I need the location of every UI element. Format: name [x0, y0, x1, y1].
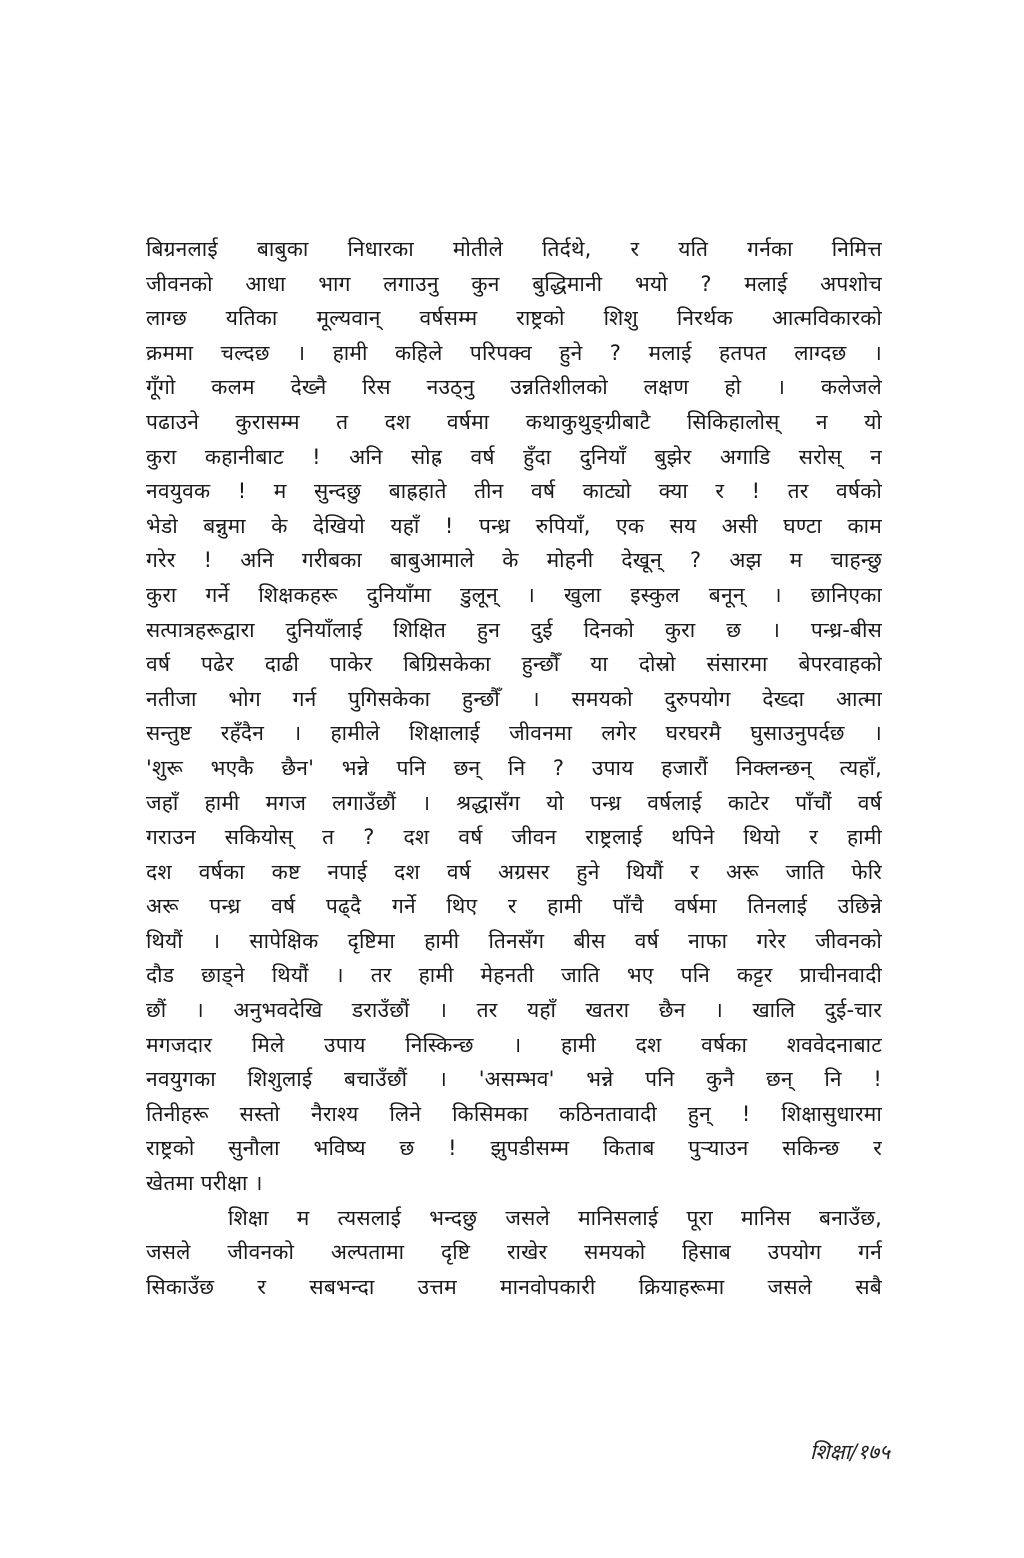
text-line: नतीजा भोग गर्न पुगिसकेका हुन्छौँ । समयको दुरुपयोग देख्दा आत्मा [146, 686, 882, 711]
text-line: जहाँ हामी मगज लगाउँछौं । श्रद्धासँग यो पन्ध्र वर्षलाई काटेर पाँचौं वर्ष [146, 790, 882, 815]
running-title-page-number: शिक्षा/१७५ [809, 1440, 890, 1464]
text-line: दौड छाड्ने थियौं । तर हामी मेहनती जाति भए पनि कट्टर प्राचीनवादी [146, 963, 882, 988]
text-line: थियौं । सापेक्षिक दृष्टिमा हामी तिनसँग बीस वर्ष नाफा गरेर जीवनको [146, 928, 882, 953]
text-line: खेतमा परीक्षा । [146, 1171, 263, 1196]
text-line: सन्तुष्ट रहँदैन । हामीले शिक्षालाई जीवनमा लगेर घरघरमै घुसाउनुपर्दछ । [146, 721, 882, 746]
text-line: दश वर्षका कष्ट नपाई दश वर्ष अग्रसर हुने थियौं र अरू जाति फेरि [146, 859, 882, 884]
text-line: सत्पात्रहरूद्वारा दुनियाँलाई शिक्षित हुन दुई दिनको कुरा छ । पन्ध्र-बीस [146, 617, 882, 642]
text-line: क्रममा चल्दछ । हामी कहिले परिपक्व हुने ? मलाई हतपत लाग्दछ । [146, 340, 882, 365]
text-line: गरेर ! अनि गरीबका बाबुआमाले के मोहनी देखून् ? अझ म चाहन्छु [146, 548, 882, 573]
text-line: जसले जीवनको अल्पतामा दृष्टि राखेर समयको हिसाब उपयोग गर्न [146, 1240, 882, 1265]
text-line: जीवनको आधा भाग लगाउनु कुन बुद्धिमानी भयो ? मलाई अपशोच [146, 271, 882, 296]
text-line: तिनीहरू सस्तो नैराश्य लिने किसिमका कठिनतावादी हुन् ! शिक्षासुधारमा [146, 1101, 882, 1126]
text-line: नवयुवक ! म सुन्दछु बाह्रहाते तीन वर्ष काट्यो क्या र ! तर वर्षको [146, 479, 882, 504]
text-line: छौं । अनुभवदेखि डराउँछौं । तर यहाँ खतरा छैन । खालि दुई-चार [146, 998, 882, 1023]
body-text [146, 232, 882, 1304]
text-line: कुरा गर्ने शिक्षकहरू दुनियाँमा डुलून् । खुला इस्कुल बनून् । छानिएका [146, 582, 882, 607]
text-line: कुरा कहानीबाट ! अनि सोह्र वर्ष हुँदा दुनियाँ बुझेर अगाडि सरोस् न [146, 444, 882, 469]
text-line: अरू पन्ध्र वर्ष पढ्दै गर्ने थिए र हामी पाँचै वर्षमा तिनलाई उछिन्ने [146, 894, 882, 919]
text-line: सिकाउँछ र सबभन्दा उत्तम मानवोपकारी क्रियाहरूमा जसले सबै [146, 1274, 882, 1299]
text-line: नवयुगका शिशुलाई बचाउँछौं । 'असम्भव' भन्ने पनि कुनै छन् नि ! [146, 1067, 882, 1092]
text-line: गूँगो कलम देख्नै रिस नउठ्नु उन्नतिशीलको लक्षण हो । कलेजले [146, 375, 882, 400]
text-line: बिग्रनलाई बाबुका निधारका मोतीले तिर्दथे, र यति गर्नका निमित्त [146, 237, 882, 261]
text-line: वर्ष पढेर दाढी पाकेर बिग्रिसकेका हुन्छौँ या दोस्रो संसारमा बेपरवाहको [146, 652, 882, 677]
text-line: लाग्छ यतिका मूल्यवान् वर्षसम्म राष्ट्रको शिशु निरर्थक आत्मविकारको [146, 306, 882, 331]
text-line: मगजदार मिले उपाय निस्किन्छ । हामी दश वर्षका शववेदनाबाट [146, 1032, 882, 1057]
paragraph-2 [146, 1201, 882, 1305]
paragraph-1 [146, 232, 882, 1201]
text-line: राष्ट्रको सुनौला भविष्य छ ! झुपडीसम्म किताब पुऱ्याउन सकिन्छ र [146, 1136, 882, 1161]
text-line: 'शुरू भएकै छैन' भन्ने पनि छन् नि ? उपाय हजारौं निक्लन्छन् त्यहाँ, [146, 755, 882, 780]
text-line: गराउन सकियोस् त ? दश वर्ष जीवन राष्ट्रलाई थपिने थियो र हामी [146, 825, 882, 850]
text-line: पढाउने कुरासम्म त दश वर्षमा कथाकुथुङ्ग्रीबाटै सिकिहालोस् न यो [146, 409, 882, 434]
text-line: भेडो बन्नुमा के देखियो यहाँ ! पन्ध्र रुपियाँ, एक सय असी घण्टा काम [146, 513, 882, 538]
page-footer [720, 1438, 890, 1466]
text-line: शिक्षा म त्यसलाई भन्दछु जसले मानिसलाई पूरा मानिस बनाउँछ, [228, 1205, 882, 1230]
